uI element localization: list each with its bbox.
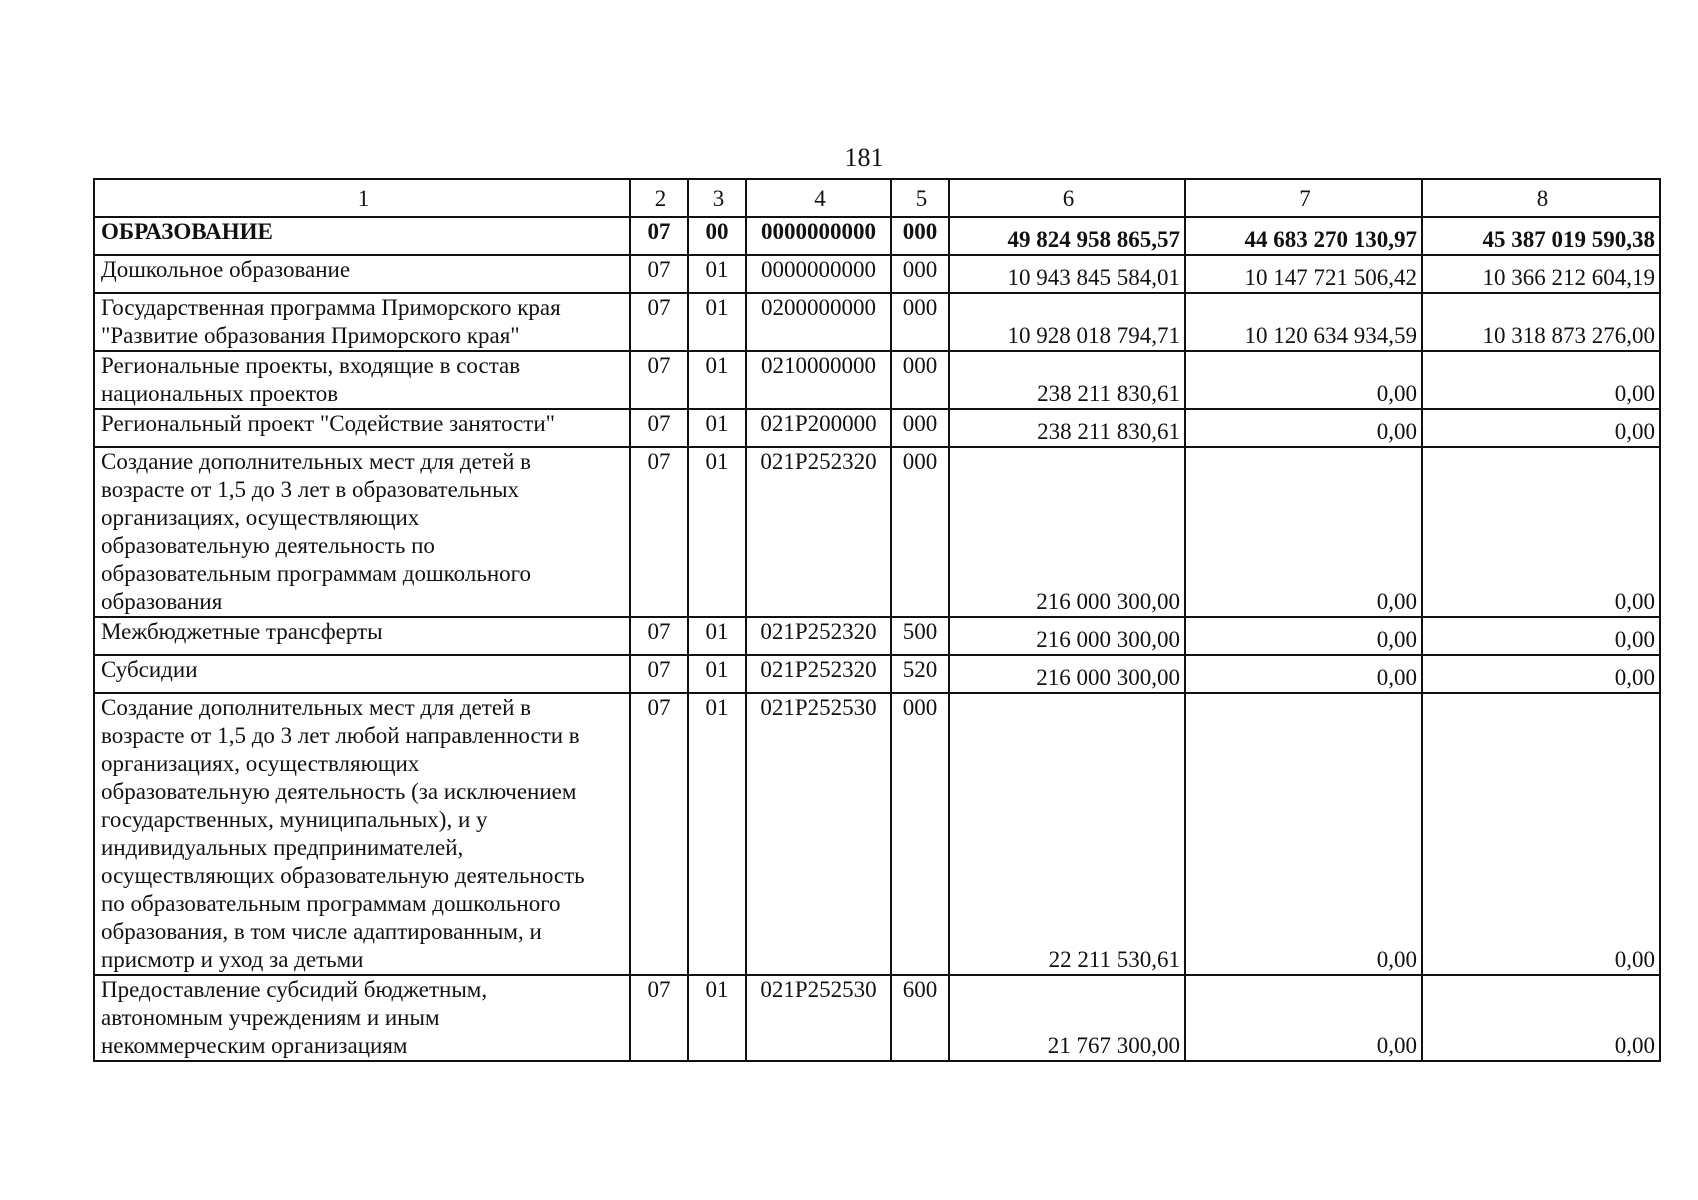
- amount-col6: 10 928 018 794,71: [949, 293, 1185, 351]
- section-code: 07: [630, 293, 688, 351]
- amount-col6: 22 211 530,61: [949, 693, 1185, 975]
- subsection-code: 00: [688, 217, 746, 255]
- subsection-code: 01: [688, 447, 746, 617]
- expense-type-code: 500: [891, 617, 949, 655]
- amount-col6: 49 824 958 865,57: [949, 217, 1185, 255]
- amount-col8: 0,00: [1422, 655, 1660, 693]
- expense-type-code: 000: [891, 293, 949, 351]
- subsection-code: 01: [688, 351, 746, 409]
- amount-col8: 10 366 212 604,19: [1422, 255, 1660, 293]
- amount-col6: 216 000 300,00: [949, 617, 1185, 655]
- expense-type-code: 000: [891, 693, 949, 975]
- subsection-code: 01: [688, 293, 746, 351]
- table-row: [94, 409, 1660, 447]
- amount-col8: 0,00: [1422, 617, 1660, 655]
- target-article-code: 021P252320: [746, 447, 891, 617]
- amount-col7: 10 147 721 506,42: [1185, 255, 1422, 293]
- table-row: [94, 655, 1660, 693]
- amount-col7: 0,00: [1185, 351, 1422, 409]
- amount-col6: 238 211 830,61: [949, 409, 1185, 447]
- target-article-code: 0200000000: [746, 293, 891, 351]
- row-name: Дошкольное образование: [94, 255, 630, 293]
- section-code: 07: [630, 617, 688, 655]
- amount-col7: 0,00: [1185, 655, 1422, 693]
- table-row: [94, 217, 1660, 255]
- row-name: Региональные проекты, входящие в состав национальных проектов: [94, 351, 630, 409]
- header-cell: 8: [1422, 179, 1660, 217]
- amount-col7: 0,00: [1185, 447, 1422, 617]
- budget-table: [93, 178, 1661, 1062]
- amount-col8: 0,00: [1422, 975, 1660, 1061]
- row-name: Создание дополнительных мест для детей в возрасте от 1,5 до 3 лет в образовательных организациях, осуществляющих образовательную деятельность по образовательным программам дошкольного образования: [94, 447, 630, 617]
- expense-type-code: 000: [891, 409, 949, 447]
- amount-col8: 0,00: [1422, 693, 1660, 975]
- header-cell: 2: [630, 179, 688, 217]
- amount-col7: 0,00: [1185, 693, 1422, 975]
- target-article-code: 021P252320: [746, 655, 891, 693]
- table-row: [94, 255, 1660, 293]
- row-name: Региональный проект "Содействие занятости": [94, 409, 630, 447]
- subsection-code: 01: [688, 975, 746, 1061]
- amount-col7: 0,00: [1185, 409, 1422, 447]
- table-row: [94, 693, 1660, 975]
- subsection-code: 01: [688, 617, 746, 655]
- amount-col8: 0,00: [1422, 351, 1660, 409]
- header-cell: 3: [688, 179, 746, 217]
- amount-col6: 10 943 845 584,01: [949, 255, 1185, 293]
- target-article-code: 021P200000: [746, 409, 891, 447]
- expense-type-code: 000: [891, 351, 949, 409]
- amount-col8: 45 387 019 590,38: [1422, 217, 1660, 255]
- amount-col7: 0,00: [1185, 617, 1422, 655]
- subsection-code: 01: [688, 693, 746, 975]
- section-code: 07: [630, 351, 688, 409]
- subsection-code: 01: [688, 655, 746, 693]
- section-code: 07: [630, 975, 688, 1061]
- section-code: 07: [630, 447, 688, 617]
- amount-col8: 0,00: [1422, 409, 1660, 447]
- subsection-code: 01: [688, 255, 746, 293]
- amount-col6: 21 767 300,00: [949, 975, 1185, 1061]
- row-name: Субсидии: [94, 655, 630, 693]
- target-article-code: 0000000000: [746, 217, 891, 255]
- expense-type-code: 000: [891, 447, 949, 617]
- table-row: [94, 617, 1660, 655]
- table-row: [94, 293, 1660, 351]
- section-code: 07: [630, 409, 688, 447]
- header-cell: 4: [746, 179, 891, 217]
- section-code: 07: [630, 693, 688, 975]
- expense-type-code: 000: [891, 255, 949, 293]
- row-name: Межбюджетные трансферты: [94, 617, 630, 655]
- row-name: Создание дополнительных мест для детей в возрасте от 1,5 до 3 лет любой направленности в организациях, осуществляющих образовательную деятельность (за исключением государственных, муниципальных), и у индивидуальных предпринимателей, осуществляющих образовательную деятельность по образовательным программам дошкольного образования, в том числе адаптированным, и присмотр и уход за детьми: [94, 693, 630, 975]
- row-name: Государственная программа Приморского края "Развитие образования Приморского края": [94, 293, 630, 351]
- header-cell: 1: [94, 179, 630, 217]
- section-code: 07: [630, 255, 688, 293]
- target-article-code: 021P252530: [746, 693, 891, 975]
- amount-col8: 0,00: [1422, 447, 1660, 617]
- table-row: [94, 975, 1660, 1061]
- expense-type-code: 600: [891, 975, 949, 1061]
- expense-type-code: 000: [891, 217, 949, 255]
- amount-col6: 216 000 300,00: [949, 655, 1185, 693]
- amount-col7: 44 683 270 130,97: [1185, 217, 1422, 255]
- amount-col8: 10 318 873 276,00: [1422, 293, 1660, 351]
- amount-col7: 10 120 634 934,59: [1185, 293, 1422, 351]
- header-cell: 7: [1185, 179, 1422, 217]
- table-row: [94, 447, 1660, 617]
- target-article-code: 021P252530: [746, 975, 891, 1061]
- header-cell: 5: [891, 179, 949, 217]
- expense-type-code: 520: [891, 655, 949, 693]
- table-row: [94, 351, 1660, 409]
- target-article-code: 0000000000: [746, 255, 891, 293]
- amount-col6: 216 000 300,00: [949, 447, 1185, 617]
- section-code: 07: [630, 655, 688, 693]
- row-name: ОБРАЗОВАНИЕ: [94, 217, 630, 255]
- column-number-header: [94, 179, 1660, 217]
- amount-col7: 0,00: [1185, 975, 1422, 1061]
- section-code: 07: [630, 217, 688, 255]
- target-article-code: 0210000000: [746, 351, 891, 409]
- row-name: Предоставление субсидий бюджетным, автономным учреждениям и иным некоммерческим организациям: [94, 975, 630, 1061]
- header-cell: 6: [949, 179, 1185, 217]
- subsection-code: 01: [688, 409, 746, 447]
- target-article-code: 021P252320: [746, 617, 891, 655]
- page-number: 181: [844, 143, 884, 172]
- amount-col6: 238 211 830,61: [949, 351, 1185, 409]
